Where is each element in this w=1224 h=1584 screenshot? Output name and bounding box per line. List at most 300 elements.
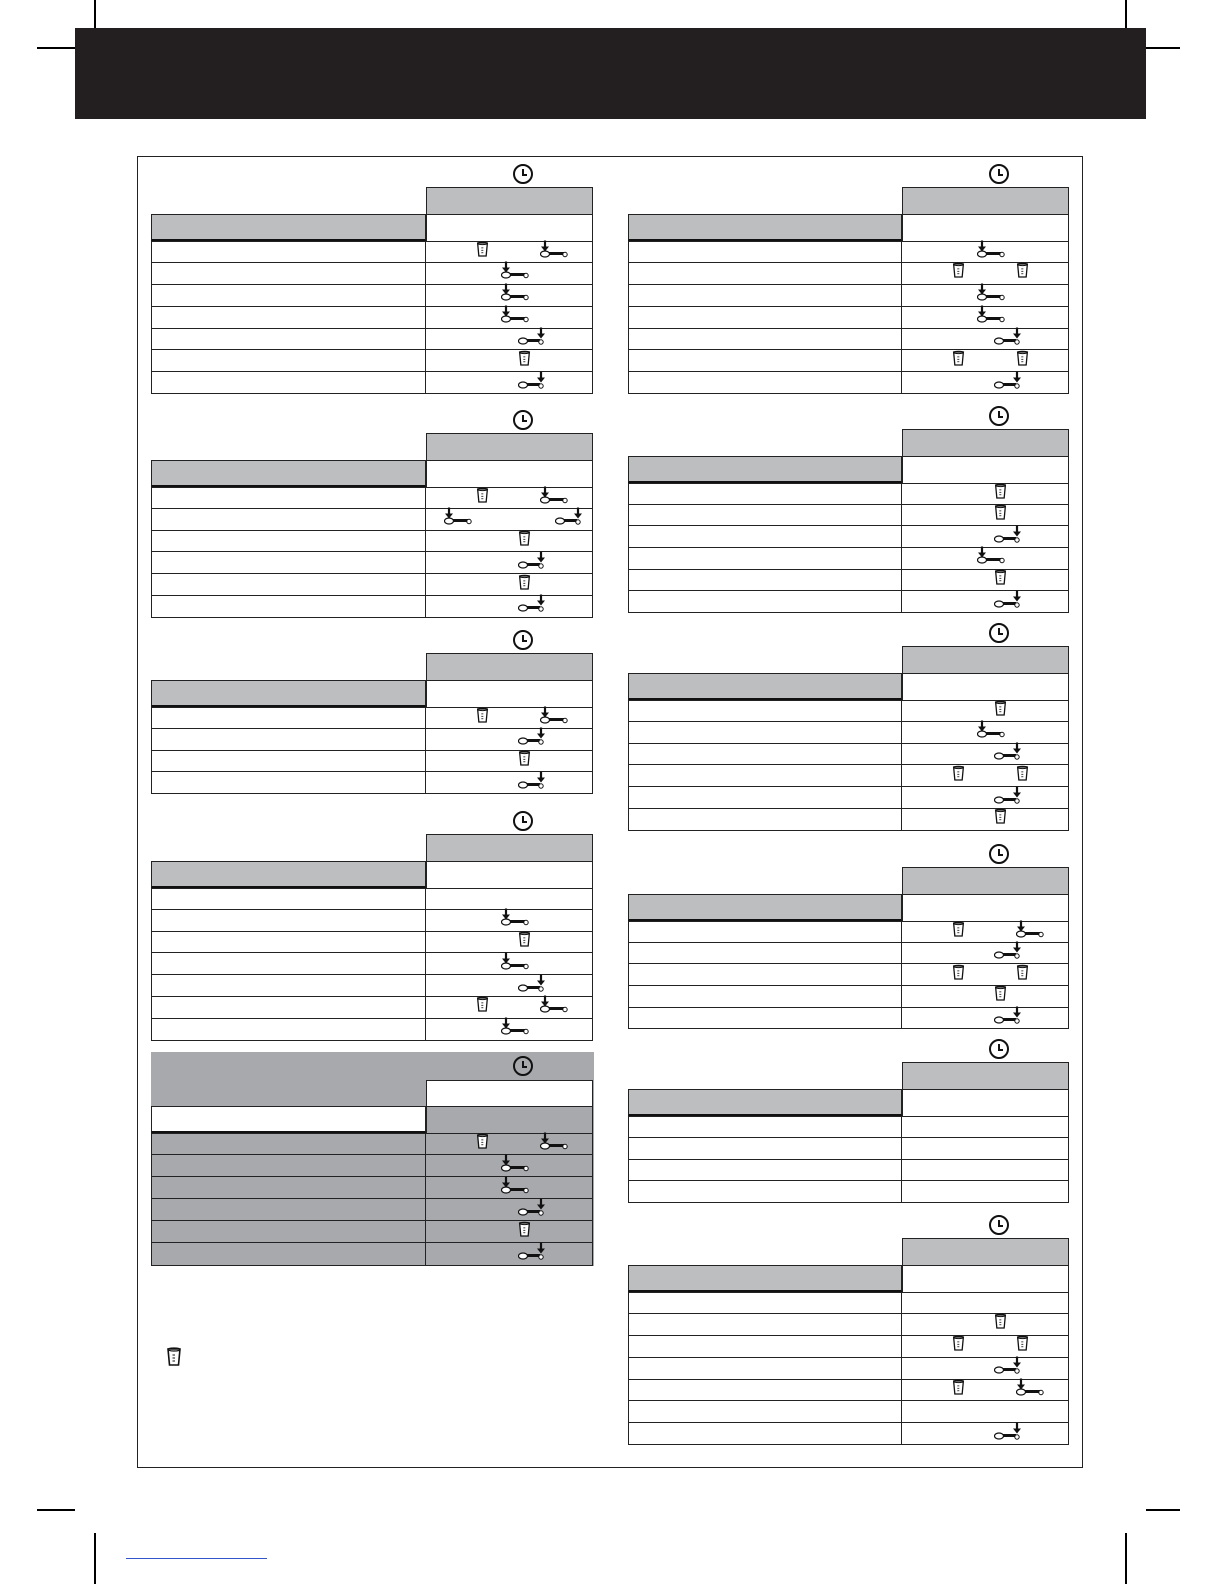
step-time-cell [902, 484, 1069, 504]
step-row [151, 932, 593, 954]
step-row [628, 241, 1069, 263]
crop-mark [1125, 1533, 1127, 1584]
measuring-cup-icon [476, 241, 489, 263]
scoop-arrow-left-icon [501, 284, 529, 307]
step-time-cell [902, 1314, 1069, 1335]
scoop-arrow-right-icon [518, 1198, 546, 1221]
step-time-cell [902, 986, 1069, 1007]
measuring-cup-icon [518, 750, 531, 772]
scoop-arrow-left-icon [501, 306, 529, 329]
step-time-cell [902, 787, 1069, 808]
step-label [628, 922, 902, 942]
clock-icon [989, 844, 1009, 864]
time-column-subheader [902, 214, 1069, 242]
step-label [151, 350, 426, 371]
step-row [628, 921, 1069, 943]
step-time-cell [426, 531, 593, 552]
step-row [628, 350, 1069, 372]
measuring-cup-icon [166, 1347, 182, 1367]
program-steps [151, 487, 593, 618]
step-time-cell [426, 307, 593, 328]
scoop-arrow-left-icon [977, 547, 1005, 570]
step-time-cell [902, 1401, 1069, 1422]
step-row [151, 1243, 593, 1265]
time-column-header [426, 834, 593, 862]
step-row [151, 552, 593, 574]
step-label [628, 1423, 902, 1444]
step-time-cell [426, 751, 593, 772]
step-row [628, 1181, 1069, 1203]
measuring-cup-icon [952, 765, 965, 787]
step-time-cell [902, 1160, 1069, 1181]
crop-mark [1125, 0, 1127, 28]
step-row [628, 1336, 1069, 1358]
step-label [628, 787, 902, 808]
step-row [151, 729, 593, 751]
scoop-arrow-right-icon [994, 328, 1022, 351]
time-column-header [426, 187, 593, 215]
clock-icon [989, 1039, 1009, 1059]
step-time-cell [426, 488, 593, 508]
step-label [151, 932, 426, 953]
step-time-cell [426, 1221, 593, 1242]
scoop-arrow-right-icon [994, 1357, 1022, 1380]
measuring-cup-icon [994, 985, 1007, 1007]
scoop-arrow-right-icon [994, 371, 1022, 394]
step-label [628, 701, 902, 721]
step-label [628, 350, 902, 371]
crop-mark [1146, 47, 1180, 49]
step-time-cell [426, 552, 593, 573]
step-label [151, 910, 426, 931]
measuring-cup-icon [994, 504, 1007, 526]
step-row [151, 997, 593, 1019]
step-time-cell [426, 1199, 593, 1220]
step-time-cell [426, 729, 593, 750]
step-label [151, 329, 426, 350]
program-steps [151, 1133, 593, 1266]
scoop-arrow-right-icon [518, 371, 546, 394]
step-label [628, 722, 902, 743]
step-time-cell [426, 242, 593, 262]
measuring-cup-icon [518, 1221, 531, 1243]
step-time-cell [426, 509, 593, 530]
clock-icon [513, 811, 533, 831]
scoop-arrow-left-icon [977, 721, 1005, 744]
time-column-subheader [902, 673, 1069, 701]
measuring-cup-icon [476, 1133, 489, 1155]
step-label [151, 552, 426, 573]
step-row [628, 1314, 1069, 1336]
scoop-arrow-right-icon [994, 742, 1022, 765]
step-row [151, 372, 593, 394]
scoop-arrow-left-icon [501, 952, 529, 975]
scoop-arrow-right-icon [518, 728, 546, 751]
step-label [151, 1199, 426, 1220]
step-label [628, 505, 902, 526]
step-row [151, 910, 593, 932]
crop-mark [94, 0, 96, 28]
step-row [628, 964, 1069, 986]
program-name-bar [628, 456, 902, 483]
step-time-cell [902, 922, 1069, 942]
crop-mark [37, 47, 75, 49]
scoop-arrow-right-icon [994, 525, 1022, 548]
step-row [151, 707, 593, 729]
step-row [628, 483, 1069, 505]
step-row [151, 1199, 593, 1221]
measuring-cup-icon [994, 808, 1007, 830]
time-column-subheader [902, 456, 1069, 484]
step-row [628, 307, 1069, 329]
measuring-cup-icon [1016, 262, 1029, 284]
step-row [628, 744, 1069, 766]
step-label [151, 1134, 426, 1154]
step-time-cell [902, 1380, 1069, 1401]
clock-icon [989, 406, 1009, 426]
step-row [151, 350, 593, 372]
step-label [628, 242, 902, 262]
step-row [628, 986, 1069, 1008]
step-row [628, 263, 1069, 285]
step-row [628, 1138, 1069, 1160]
step-label [628, 943, 902, 964]
step-time-cell [426, 1155, 593, 1176]
step-label [628, 591, 902, 612]
step-time-cell [902, 570, 1069, 591]
time-column-subheader [902, 1089, 1069, 1117]
scoop-arrow-right-icon [994, 1422, 1022, 1445]
step-label [628, 986, 902, 1007]
footer-link[interactable] [126, 1558, 267, 1559]
program-steps [151, 888, 593, 1041]
measuring-cup-icon [476, 487, 489, 509]
step-time-cell [426, 1243, 593, 1264]
step-row [151, 531, 593, 553]
scoop-arrow-left-icon [540, 706, 568, 729]
time-column-subheader [902, 1265, 1069, 1293]
measuring-cup-icon [994, 700, 1007, 722]
measuring-cup-icon [952, 964, 965, 986]
step-time-cell [426, 772, 593, 793]
step-row [628, 722, 1069, 744]
step-time-cell [902, 809, 1069, 830]
step-label [151, 975, 426, 996]
program-steps [628, 483, 1069, 613]
time-column-subheader [902, 894, 1069, 922]
step-label [151, 1177, 426, 1198]
step-row [628, 372, 1069, 394]
step-row [151, 241, 593, 263]
step-time-cell [902, 744, 1069, 765]
program-name-bar [151, 214, 426, 241]
step-label [151, 509, 426, 530]
step-row [628, 1380, 1069, 1402]
step-row [628, 505, 1069, 527]
scoop-arrow-left-icon [501, 1018, 529, 1041]
step-time-cell [902, 1293, 1069, 1313]
step-label [628, 964, 902, 985]
scoop-arrow-left-icon [977, 240, 1005, 263]
step-time-cell [902, 1138, 1069, 1159]
step-time-cell [902, 1336, 1069, 1357]
step-row [628, 1401, 1069, 1423]
scoop-arrow-left-icon [540, 996, 568, 1019]
step-label [151, 751, 426, 772]
step-row [628, 787, 1069, 809]
program-name-bar [151, 460, 426, 487]
step-row [151, 772, 593, 794]
clock-icon [513, 630, 533, 650]
step-label [628, 1008, 902, 1029]
step-time-cell [902, 329, 1069, 350]
step-row [151, 596, 593, 618]
step-time-cell [902, 350, 1069, 371]
crop-mark [1146, 1509, 1180, 1511]
step-label [151, 997, 426, 1018]
step-row [628, 1292, 1069, 1314]
scoop-arrow-right-icon [994, 942, 1022, 965]
step-row [151, 1177, 593, 1199]
measuring-cup-icon [952, 1379, 965, 1401]
time-column-header [902, 1238, 1069, 1266]
step-row [151, 285, 593, 307]
step-time-cell [426, 953, 593, 974]
program-name-bar [151, 861, 426, 888]
step-row [151, 751, 593, 773]
header-bar [75, 28, 1146, 119]
step-row [628, 700, 1069, 722]
clock-icon [989, 623, 1009, 643]
clock-icon [513, 410, 533, 430]
step-label [151, 729, 426, 750]
clock-icon [989, 164, 1009, 184]
step-time-cell [902, 1423, 1069, 1444]
step-label [628, 765, 902, 786]
time-column-header [902, 187, 1069, 215]
measuring-cup-icon [1016, 350, 1029, 372]
step-time-cell [902, 591, 1069, 612]
step-row [628, 548, 1069, 570]
step-row [628, 1423, 1069, 1445]
program-steps [628, 1292, 1069, 1445]
scoop-arrow-right-icon [518, 974, 546, 997]
step-row [151, 1155, 593, 1177]
time-column-header [902, 429, 1069, 457]
step-label [151, 263, 426, 284]
step-label [628, 1293, 902, 1313]
step-label [151, 242, 426, 262]
step-row [151, 888, 593, 910]
measuring-cup-icon [994, 1313, 1007, 1335]
step-label [151, 307, 426, 328]
step-time-cell [426, 263, 593, 284]
step-time-cell [902, 722, 1069, 743]
step-time-cell [902, 307, 1069, 328]
step-row [151, 1221, 593, 1243]
step-time-cell [426, 596, 593, 617]
step-row [628, 765, 1069, 787]
step-label [628, 1401, 902, 1422]
step-row [628, 1008, 1069, 1030]
step-label [151, 1243, 426, 1264]
time-column-header [426, 653, 593, 681]
scoop-arrow-left-icon [501, 1154, 529, 1177]
step-time-cell [426, 329, 593, 350]
step-row [151, 307, 593, 329]
step-label [628, 1380, 902, 1401]
clock-icon [513, 1056, 533, 1076]
time-column-subheader [426, 460, 593, 488]
step-label [151, 889, 426, 909]
step-time-cell [902, 505, 1069, 526]
time-column-header [902, 867, 1069, 895]
time-column-header [902, 1062, 1069, 1090]
step-time-cell [902, 1117, 1069, 1137]
step-time-cell [426, 1134, 593, 1154]
step-row [628, 285, 1069, 307]
scoop-arrow-left-icon [1016, 920, 1044, 943]
step-time-cell [426, 574, 593, 595]
measuring-cup-icon [518, 931, 531, 953]
step-row [628, 809, 1069, 831]
step-label [628, 372, 902, 393]
program-name-bar [628, 1265, 902, 1292]
time-column-header [902, 646, 1069, 674]
step-time-cell [902, 548, 1069, 569]
step-label [151, 772, 426, 793]
step-time-cell [426, 350, 593, 371]
measuring-cup-icon [476, 707, 489, 729]
step-label [628, 285, 902, 306]
program-steps [628, 700, 1069, 831]
measuring-cup-icon [1016, 1335, 1029, 1357]
step-label [151, 953, 426, 974]
scoop-arrow-left-icon [1016, 1379, 1044, 1402]
step-label [628, 263, 902, 284]
step-label [628, 1314, 902, 1335]
scoop-arrow-left-icon [501, 262, 529, 285]
scoop-arrow-right-icon [518, 551, 546, 574]
measuring-cup-icon [952, 1335, 965, 1357]
program-steps [628, 241, 1069, 394]
scoop-arrow-right-icon [518, 771, 546, 794]
step-row [151, 975, 593, 997]
step-label [628, 744, 902, 765]
time-column-header [426, 433, 593, 461]
step-row [628, 943, 1069, 965]
step-time-cell [426, 285, 593, 306]
step-time-cell [902, 1358, 1069, 1379]
step-row [628, 570, 1069, 592]
program-steps [151, 707, 593, 794]
time-column-subheader [426, 1106, 593, 1134]
crop-mark [94, 1533, 96, 1584]
step-label [151, 488, 426, 508]
step-label [151, 372, 426, 393]
step-row [628, 329, 1069, 351]
measuring-cup-icon [476, 996, 489, 1018]
step-time-cell [902, 526, 1069, 547]
step-row [151, 1019, 593, 1041]
scoop-arrow-left-icon [501, 909, 529, 932]
program-name-bar [628, 673, 902, 700]
step-row [151, 509, 593, 531]
step-row [151, 263, 593, 285]
step-time-cell [426, 932, 593, 953]
clock-icon [989, 1215, 1009, 1235]
scoop-arrow-left-icon [977, 306, 1005, 329]
measuring-cup-icon [518, 574, 531, 596]
step-row [151, 329, 593, 351]
step-label [628, 570, 902, 591]
step-label [151, 1155, 426, 1176]
step-label [628, 1358, 902, 1379]
scoop-arrow-left-icon [977, 284, 1005, 307]
scoop-arrow-right-icon [555, 508, 583, 531]
step-label [151, 1221, 426, 1242]
step-row [628, 1358, 1069, 1380]
step-label [151, 708, 426, 728]
measuring-cup-icon [952, 350, 965, 372]
step-time-cell [902, 1008, 1069, 1029]
program-name-bar [628, 894, 902, 921]
step-row [151, 953, 593, 975]
step-label [628, 484, 902, 504]
step-label [151, 285, 426, 306]
step-label [628, 1117, 902, 1137]
step-label [151, 574, 426, 595]
measuring-cup-icon [1016, 765, 1029, 787]
step-label [151, 1019, 426, 1040]
measuring-cup-icon [952, 262, 965, 284]
scoop-arrow-right-icon [994, 786, 1022, 809]
scoop-arrow-left-icon [540, 486, 568, 509]
step-time-cell [902, 701, 1069, 721]
step-row [151, 1133, 593, 1155]
step-label [151, 531, 426, 552]
crop-mark [37, 1509, 75, 1511]
scoop-arrow-left-icon [540, 1133, 568, 1156]
step-row [628, 1116, 1069, 1138]
step-label [628, 1160, 902, 1181]
step-time-cell [426, 708, 593, 728]
step-time-cell [426, 910, 593, 931]
scoop-arrow-right-icon [994, 1007, 1022, 1030]
scoop-arrow-right-icon [518, 1243, 546, 1266]
step-time-cell [426, 975, 593, 996]
step-label [628, 329, 902, 350]
clock-icon [513, 164, 533, 184]
measuring-cup-icon [994, 483, 1007, 505]
step-time-cell [902, 263, 1069, 284]
measuring-cup-icon [1016, 964, 1029, 986]
time-column-header [426, 1080, 593, 1107]
scoop-arrow-left-icon [444, 508, 472, 531]
step-time-cell [902, 943, 1069, 964]
scoop-arrow-right-icon [518, 328, 546, 351]
program-steps [628, 921, 1069, 1029]
scoop-arrow-right-icon [518, 595, 546, 618]
step-time-cell [902, 765, 1069, 786]
measuring-cup-icon [994, 569, 1007, 591]
step-time-cell [426, 889, 593, 909]
step-row [628, 1160, 1069, 1182]
step-row [151, 574, 593, 596]
step-time-cell [902, 242, 1069, 262]
step-time-cell [902, 372, 1069, 393]
step-row [628, 526, 1069, 548]
